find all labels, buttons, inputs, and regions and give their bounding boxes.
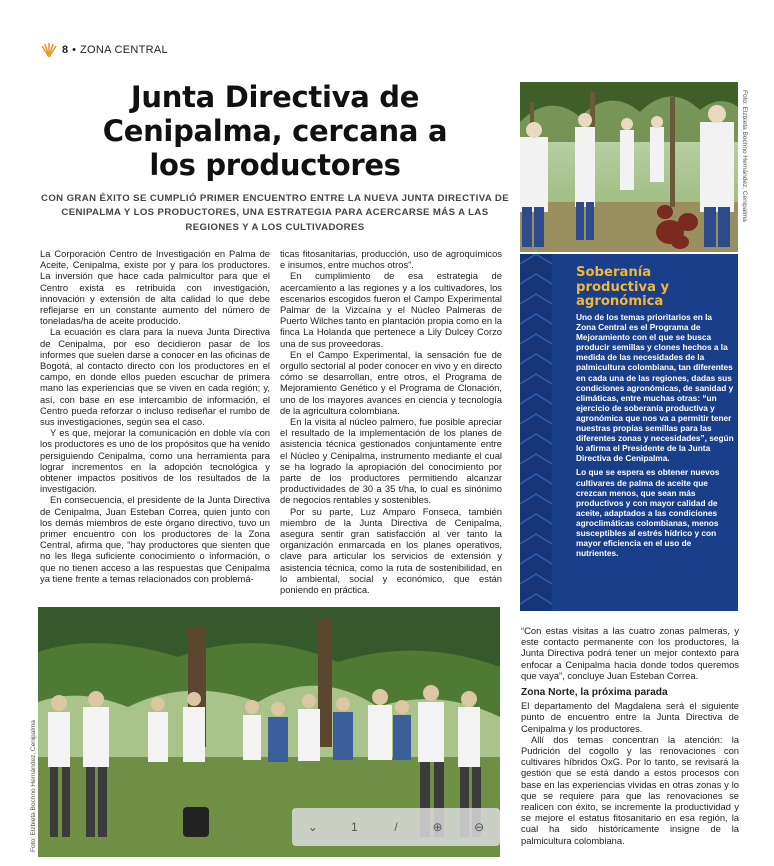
section-subhead: Zona Norte, la próxima parada	[521, 687, 668, 699]
sidebar-box	[520, 254, 738, 611]
paragraph: Allí dos temas concentran la atención: la Pudrición del cogollo y las renovaciones con cultivares híbridos OxG. Por lo tanto, se revisará la gestión que se está dando a estos procesos con base en las experiencias vividas en otras zonas y lo que se requiere para que las renovaciones se realicen con éxito, se incremente la productividad y se mejore el estatus fitosanitario en esa región, la cual ha sido históricamente insigne de la palmicultura colombiana.	[521, 733, 739, 846]
article-column-2	[280, 248, 502, 595]
paragraph: Por su parte, Luz Amparo Fonseca, también miembro de la Junta Directiva de Cenipalma, asegura sentir gran satisfacción al ver tanto la organización enmarcada en los planes operativos, clave para articular los servicios de extensión y asistencia técnica, como la ruta de sostenibilidad, en lo ambiental, social y económico, que están poniendo en práctica.	[280, 505, 502, 596]
paragraph: La Corporación Centro de Investigación en Palma de Aceite, Cenipalma, existe por y para los productores. La inversión que hace cada palmicultor para que el Centro exista es retribuida con investigación, innovación y extensión de alta calidad lo que debe reflejarse en un constante aumento del número de toneladas/ha de aceite producido.	[40, 248, 270, 327]
quote-paragraph: “Con estas visitas a las cuatro zonas palmeras, y este contacto permanente con los productores, la Junta Directiva podrá tener un mejor contexto para enfocar a Cenipalma hacia donde todos queremos que vaya”, concluye Juan Esteban Correa.	[521, 625, 739, 681]
article-column-3	[521, 625, 739, 846]
palm-logo-icon	[40, 43, 58, 57]
section-label: ZONA CENTRAL	[79, 44, 168, 56]
paragraph: ticas fitosanitarias, producción, uso de agroquímicos e insumos, entre muchos otros”.	[280, 248, 502, 271]
article-column-1	[40, 248, 270, 584]
page-number-input[interactable]: 1	[351, 820, 358, 834]
article-title: Junta Directiva de Cenipalma, cercana a los productores	[102, 80, 448, 182]
paragraph: Y es que, mejorar la comunicación en doble vía con los productores es uno de los propósitos que ha venido persiguiendo Cenipalma, como una herramienta para lograr incrementos en la adopción tecnológica y obtener impactos positivos de los resultados de la investigación.	[40, 427, 270, 495]
paragraph: En la visita al núcleo palmero, fue posible apreciar el resultado de la implementación de los planes de asistencia técnica gestionados conjuntamente entre el Núcleo y Cenipalma, instrumento mediante el cual se ha logrado la apropiación del conocimiento por parte de los productores permitiendo alcanzar productividades de 30 a 35 t/ha, lo cual es sinónimo de negocios rentables y sostenibles.	[280, 416, 502, 506]
photo-credit-bottom: Foto: Elzbieta Bochno Hernández, Cenipalma	[30, 720, 37, 852]
article-subtitle: CON GRAN ÉXITO SE CUMPLIÓ PRIMER ENCUENTRO ENTRE LA NUEVA JUNTA DIRECTIVA DE CENIPALMA Y LOS PRODUCTORES, UNA ESTRATEGIA PARA ACERCARSE MÁS A LAS REGIONES Y A LOS CULTIVADORES	[40, 193, 509, 233]
sidebar-body	[576, 312, 734, 558]
sidebar-paragraph: Uno de los temas prioritarios en la Zona Central es el Programa de Mejoramiento con el que se busca producir semillas y clones hechos a la medida de las necesidades de la palmicultura colombiana, tan diferentes en cada una de las regiones, dadas sus condiciones agronómicas, de sanidad y climáticas, entre muchas otras: “un ejercicio de soberanía productiva y agronómica que nos va a permitir tener nuestras propias semillas para las diferentes zonas y necesidades”, según lo afirma el Presidente de la Junta Directiva de Cenipalma.	[576, 312, 734, 464]
paragraph: En cumplimiento de esa estrategia de acercamiento a las regiones y a los cultivadores, los escenarios escogidos fueron el Campo Experimental Palmar de la Vizcaína y el Núcleo Palmeras de Puerto Wilches tanto en plantación propia como en la finca La Holanda que pertenece a Lily Dulcey Corzo una de sus proveedoras.	[280, 270, 503, 349]
pdf-viewer-toolbar	[292, 808, 500, 846]
page-separator: /	[394, 820, 398, 834]
zoom-out-icon[interactable]: ⊖	[474, 820, 485, 834]
paragraph: En el Campo Experimental, la sensación fue de orgullo sectorial al poder conocer en vivo y en directo cómo se desarrollan, entre otros, el Programa de Mejoramiento Genético y el Programa de Clonación, uno de los mayores avances en ciencia y tecnología de la agricultura colombiana.	[280, 348, 502, 416]
paragraph: La ecuación es clara para la nueva Junta Directiva de Cenipalma, por eso decidieron pasar de los informes que suelen darse a conocer en las oficinas de Bogotá, al contacto directo con los productores en el campo, en donde ellos pueden escuchar de primera mano las experiencias que se viven en cada región; y, así, con base en ese intercambio de información, el Centro pueda reforzar o incluso rediseñar el rumbo de sus investigaciones, según sea el caso.	[40, 326, 270, 428]
page-header	[40, 42, 168, 58]
paragraph: En consecuencia, el presidente de la Junta Directiva de Cenipalma, Juan Esteban Correa, quien junto con los demás miembros de este órgano directivo, tuvo un primer encuentro con los productores de la Zona Central, afirma que, “hay productores que sienten que no les llega suficiente conocimiento o información, o que no tienen acceso a las respuestas que Cenipalma ya tiene frente a temas relacionados con problemá-	[40, 494, 270, 584]
page-number: 8	[62, 44, 69, 56]
sidebar-title: Soberanía productiva y agronómica	[576, 265, 670, 309]
photo-palm-visit	[520, 82, 738, 252]
sidebar-paragraph: Lo que se espera es obtener nuevos cultivares de palma de aceite que crezcan menos, que sean más productivos y con mayor calidad de aceite, adaptados a las condiciones agroclimáticas colombianas, menos susceptibles al estrés hídrico y con mayor eficiencia en el uso de nutrientes.	[576, 467, 720, 559]
header-separator: •	[72, 44, 76, 56]
chevron-down-icon[interactable]: ⌄	[307, 820, 318, 834]
zoom-in-icon[interactable]: ⊕	[432, 820, 443, 834]
sidebar-pattern-icon	[520, 254, 552, 611]
paragraph: El departamento del Magdalena será el siguiente punto de encuentro entre la Junta Directiva de Cenipalma y los productores.	[521, 700, 739, 734]
photo-credit-top: Foto: Elzbieta Bochno Hernández, Cenipalma	[741, 90, 748, 222]
